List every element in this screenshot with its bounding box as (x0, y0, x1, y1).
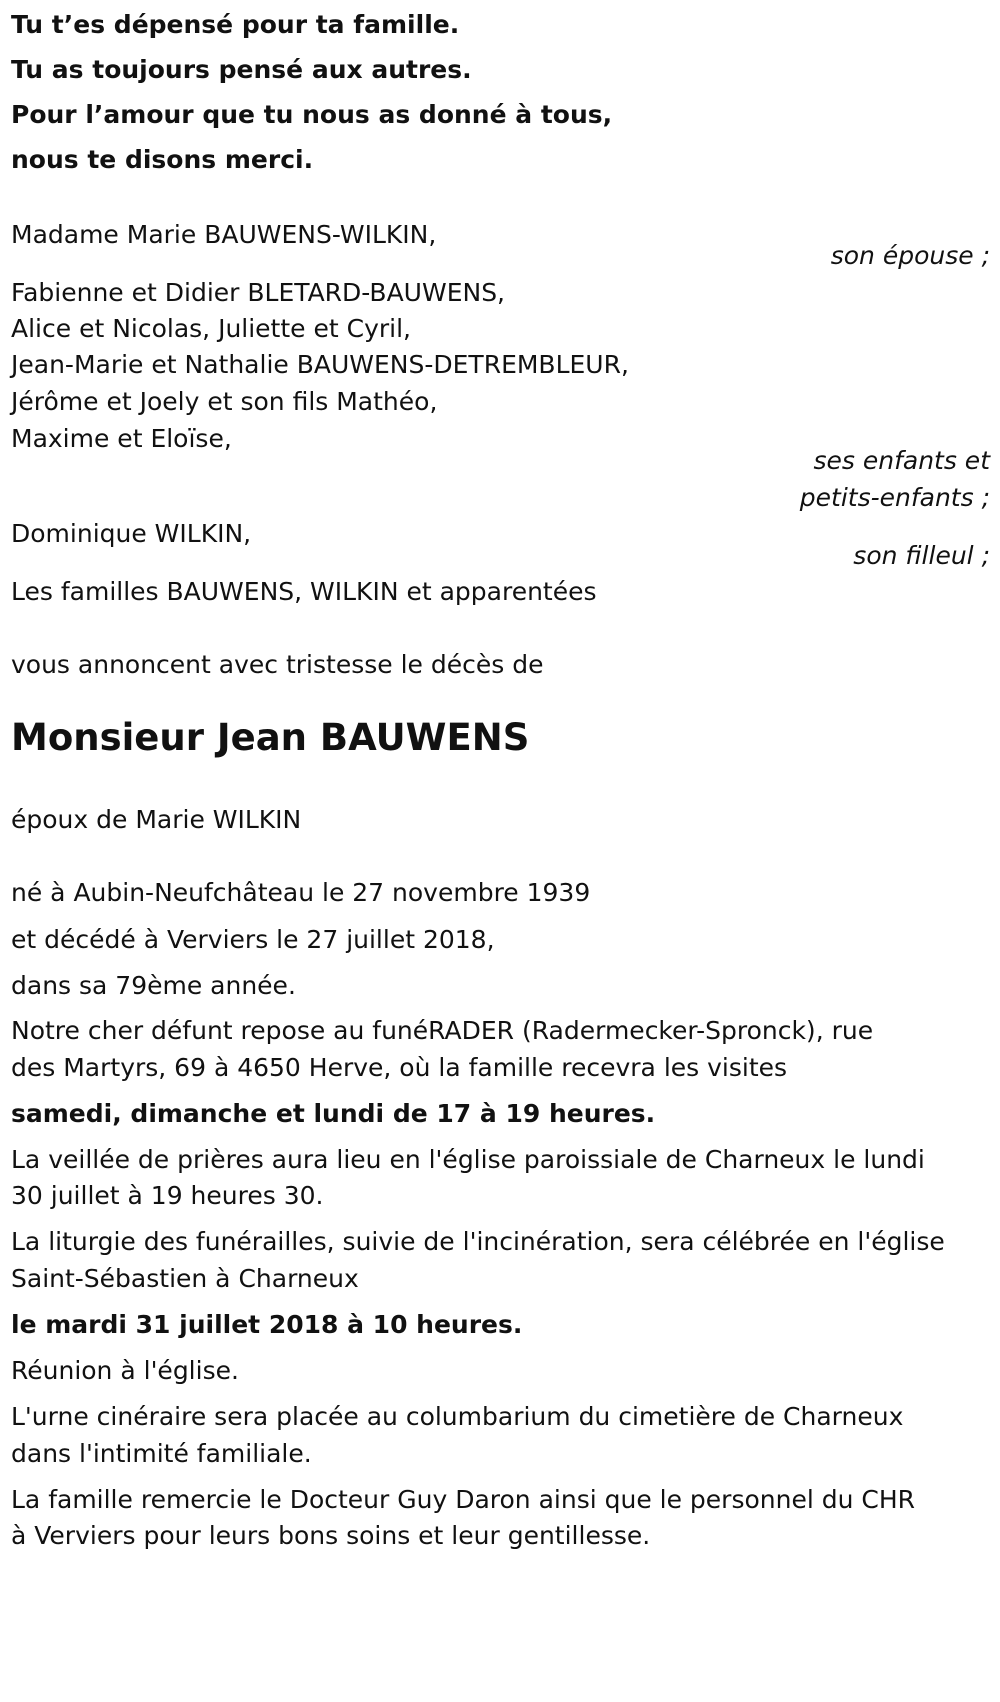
death-line: et décédé à Verviers le 27 juillet 2018, (11, 925, 495, 954)
children-line-4: Jérôme et Joely et son fils Mathéo, (11, 387, 438, 416)
visits-line: samedi, dimanche et lundi de 17 à 19 heures. (11, 1099, 656, 1128)
spouse-name: Madame Marie BAUWENS-WILKIN, (11, 220, 437, 249)
liturgy-line-2: Saint-Sébastien à Charneux (11, 1264, 359, 1293)
repose-line-2: des Martyrs, 69 à 4650 Herve, où la famille recevra les visites (11, 1053, 788, 1082)
children-line-3: Jean-Marie et Nathalie BAUWENS-DETREMBLEUR, (11, 350, 629, 379)
poem-line-3: Pour l’amour que tu nous as donné à tous, (11, 100, 613, 129)
godson-name: Dominique WILKIN, (11, 519, 252, 548)
poem-line-4: nous te disons merci. (11, 145, 314, 174)
urn-line-2: dans l'intimité familiale. (11, 1439, 312, 1468)
godson-role: son filleul ; (853, 541, 990, 570)
vigil-line-1: La veillée de prières aura lieu en l'église paroissiale de Charneux le lundi (11, 1145, 925, 1174)
vigil-line-2: 30 juillet à 19 heures 30. (11, 1181, 324, 1210)
deceased-name: Monsieur Jean BAUWENS (11, 716, 530, 759)
birth-line: né à Aubin-Neufchâteau le 27 novembre 1939 (11, 878, 591, 907)
announcement-line: vous annoncent avec tristesse le décès de (11, 650, 544, 679)
repose-line-1: Notre cher défunt repose au funéRADER (Radermecker-Spronck), rue (11, 1016, 874, 1045)
liturgy-line-1: La liturgie des funérailles, suivie de l'incinération, sera célébrée en l'église (11, 1227, 945, 1256)
children-role-line-1: ses enfants et (813, 446, 990, 475)
children-line-5: Maxime et Eloïse, (11, 424, 232, 453)
poem-line-1: Tu t’es dépensé pour ta famille. (11, 10, 460, 39)
thanks-line-1: La famille remercie le Docteur Guy Daron ainsi que le personnel du CHR (11, 1485, 916, 1514)
children-role-line-2: petits-enfants ; (799, 483, 990, 512)
thanks-line-2: à Verviers pour leurs bons soins et leur gentillesse. (11, 1521, 651, 1550)
spouse-of-line: époux de Marie WILKIN (11, 805, 302, 834)
urn-line-1: L'urne cinéraire sera placée au columbarium du cimetière de Charneux (11, 1402, 904, 1431)
children-line-1: Fabienne et Didier BLETARD-BAUWENS, (11, 278, 506, 307)
funeral-date-line: le mardi 31 juillet 2018 à 10 heures. (11, 1310, 523, 1339)
spouse-role: son épouse ; (830, 241, 990, 270)
children-line-2: Alice et Nicolas, Juliette et Cyril, (11, 314, 411, 343)
families-line: Les familles BAUWENS, WILKIN et apparentées (11, 577, 597, 606)
poem-line-2: Tu as toujours pensé aux autres. (11, 55, 472, 84)
age-line: dans sa 79ème année. (11, 971, 296, 1000)
meeting-line: Réunion à l'église. (11, 1356, 239, 1385)
